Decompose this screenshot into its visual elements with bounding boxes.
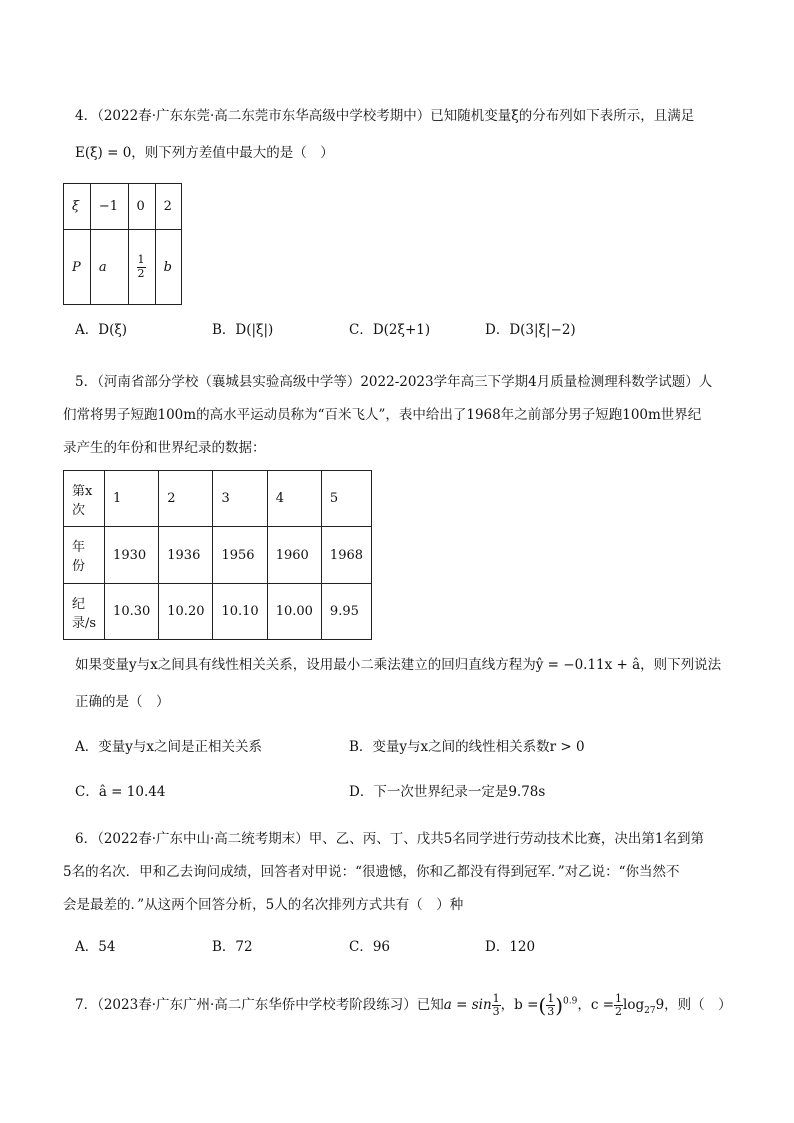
q5-cell: 5 — [321, 471, 371, 527]
q4-cell: −1 — [90, 184, 128, 230]
q6-option-c[interactable]: C．96 — [349, 939, 391, 955]
q7-line: 7．（2023春·广东广州·高二广东华侨中学校考阶段练习）已知a = sin $\frac{1}{3}$ ，b =( $\frac{1}{3}$ )$^{0.9}$，c = $\frac{1}{2}$ $\log_{27}9$，则（ ） — [75, 992, 732, 1019]
q7-c-fraction: $\frac{1}{2}$ — [615, 992, 623, 1019]
q5-cell: 2 — [159, 471, 213, 527]
q7-b-exponent: 0.9 — [563, 996, 578, 1007]
q6-option-d[interactable]: D．120 — [485, 939, 536, 955]
q7-c-arg: 9，则（ ） — [655, 997, 732, 1014]
q5-cell: 9.95 — [321, 584, 371, 640]
q5-cell: 第x次 — [64, 471, 105, 527]
q4-line-1: 4．（2022春·广东东莞·高二东莞市东华高级中学校考期中）已知随机变量ξ的分布列如下表所示，且满足 — [75, 108, 695, 124]
q5-records-table — [63, 470, 372, 640]
q4-option-b[interactable]: B．D(|ξ|) — [212, 322, 274, 338]
q5-option-a[interactable]: A．变量y与x之间是正相关关系 — [75, 739, 262, 755]
q5-line-5: 正确的是（ ） — [75, 694, 170, 710]
q5-cell: 1956 — [213, 527, 267, 584]
q4-option-a[interactable]: A．D(ξ) — [75, 322, 128, 338]
q7-b-fraction: $\frac{1}{3}$ — [547, 992, 555, 1019]
q7-prefix: 7．（2023春·广东广州·高二广东华侨中学校考阶段练习）已知 — [75, 997, 444, 1014]
q5-cell: 年份 — [64, 527, 105, 584]
q5-line-3: 录产生的年份和世界纪录的数据： — [63, 440, 266, 456]
q5-option-c[interactable]: C．â = 10.44 — [75, 784, 166, 800]
q5-option-d[interactable]: D．下一次世界纪录一定是9.78s — [349, 784, 546, 800]
q5-cell: 1936 — [159, 527, 213, 584]
q6-option-a[interactable]: A．54 — [75, 939, 116, 955]
q5-cell: 10.30 — [105, 584, 159, 640]
q5-cell: 1960 — [267, 527, 321, 584]
q5-cell: 3 — [213, 471, 267, 527]
q4-line-2: E(ξ) = 0，则下列方差值中最大的是（ ） — [75, 145, 334, 161]
one-half-fraction: $\frac{1}{2}$ — [137, 253, 145, 280]
q4-distribution-table — [63, 183, 182, 305]
q4-option-d[interactable]: D．D(3|ξ|−2) — [485, 322, 576, 338]
q5-cell: 1 — [105, 471, 159, 527]
q4-cell: P — [64, 230, 91, 305]
q6-line-2: 5名的名次．甲和乙去询问成绩，回答者对甲说：“很遗憾，你和乙都没有得到冠军．”对乙说：“你当然不 — [63, 864, 680, 880]
q6-line-1: 6．（2022春·广东中山·高二统考期末）甲、乙、丙、丁、戊共5名同学进行劳动技术比赛，决出第1名到第 — [75, 831, 704, 847]
q5-option-b[interactable]: B．变量y与x之间的线性相关系数r > 0 — [349, 739, 585, 755]
q4-cell: a — [90, 230, 128, 305]
q4-cell: ξ — [64, 184, 91, 230]
q4-cell: 0 — [128, 184, 155, 230]
q7-a-fraction: $\frac{1}{3}$ — [492, 992, 500, 1019]
q5-cell: 4 — [267, 471, 321, 527]
q5-cell: 10.20 — [159, 584, 213, 640]
q6-option-b[interactable]: B．72 — [212, 939, 253, 955]
q5-cell: 10.10 — [213, 584, 267, 640]
q7-c-text: ，c = — [577, 997, 615, 1014]
q5-line-1: 5．（河南省部分学校（襄城县实验高级中学等）2022-2023学年高三下学期4月质量检测理科数学试题）人 — [75, 374, 713, 390]
q5-line-2: 们常将男子短跑100m的高水平运动员称为“百米飞人”，表中给出了1968年之前部分男子短跑100m世界纪 — [63, 407, 702, 423]
q4-cell: 2 — [155, 184, 181, 230]
q5-cell: 纪录/s — [64, 584, 105, 640]
q5-cell: 1930 — [105, 527, 159, 584]
q5-cell: 1968 — [321, 527, 371, 584]
q7-c-base: 27 — [644, 1005, 656, 1016]
q7-b-text: ，b = — [500, 997, 539, 1014]
q7-a-text: a = sin — [443, 997, 492, 1014]
q7-c-log: log — [623, 997, 645, 1014]
q4-option-c[interactable]: C．D(2ξ+1) — [349, 322, 431, 338]
q5-cell: 10.00 — [267, 584, 321, 640]
q4-cell-fraction — [128, 230, 155, 305]
q5-line-4: 如果变量y与x之间具有线性相关关系，设用最小二乘法建立的回归直线方程为ŷ = −0.11x + â，则下列说法 — [75, 657, 722, 673]
q4-cell: b — [155, 230, 181, 305]
q6-line-3: 会是最差的．”从这两个回答分析，5人的名次排列方式共有（ ）种 — [63, 897, 464, 913]
